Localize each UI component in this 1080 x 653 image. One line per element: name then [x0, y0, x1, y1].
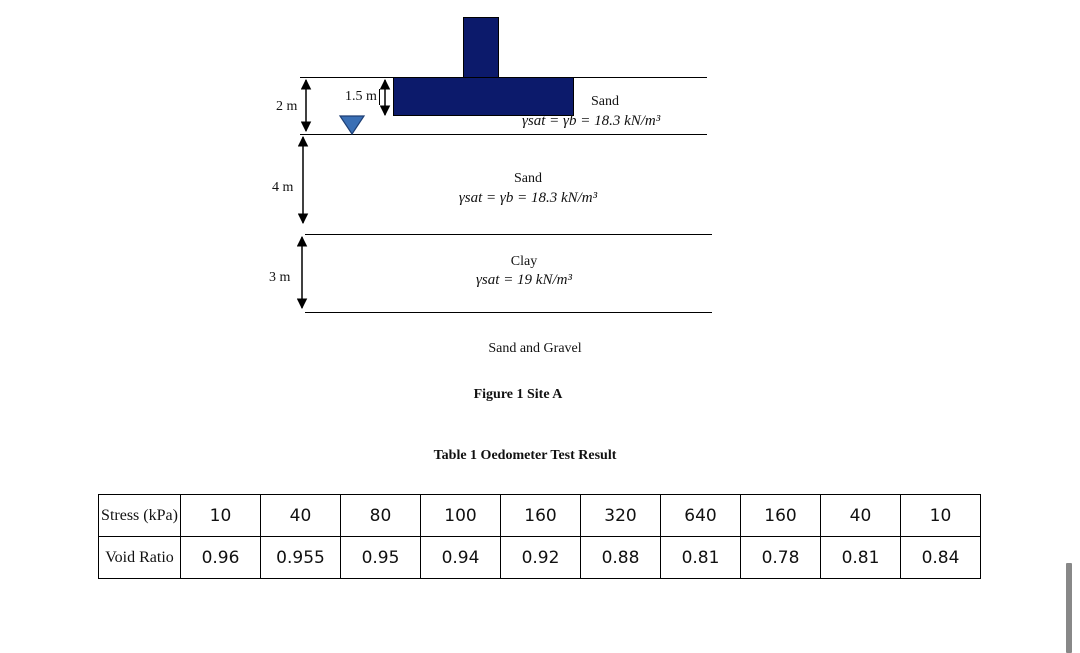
table-row — [99, 495, 981, 537]
table-caption: Table 1 Oedometer Test Result — [433, 448, 617, 463]
layer2-name: Sand — [514, 171, 542, 186]
table-cell: 10 — [901, 495, 981, 537]
table-cell: 0.92 — [501, 537, 581, 579]
table-row — [99, 537, 981, 579]
table-cell: 160 — [501, 495, 581, 537]
depth-label-4m: 4 m — [272, 180, 294, 195]
row-header: Stress (kPa) — [99, 495, 181, 537]
table-cell: 0.84 — [901, 537, 981, 579]
depth-label-1-5m: 1.5 m — [345, 89, 380, 105]
table-cell: 160 — [741, 495, 821, 537]
layer3-name: Clay — [510, 254, 538, 269]
base-layer-name: Sand and Gravel — [488, 341, 582, 356]
table-cell: 320 — [581, 495, 661, 537]
depth-label-3m: 3 m — [269, 270, 291, 285]
layer2-unit-weight: γsat = γb = 18.3 kN/m³ — [458, 190, 598, 206]
table-cell: 0.88 — [581, 537, 661, 579]
table-cell: 40 — [821, 495, 901, 537]
table-cell: 40 — [261, 495, 341, 537]
water-table-icon — [340, 116, 364, 134]
table-cell: 0.95 — [341, 537, 421, 579]
layer3-unit-weight: γsat = 19 kN/m³ — [476, 272, 572, 288]
table-cell: 0.96 — [181, 537, 261, 579]
table-cell: 0.81 — [661, 537, 741, 579]
table-cell: 0.955 — [261, 537, 341, 579]
depth-label-2m: 2 m — [276, 99, 298, 114]
table-cell: 0.81 — [821, 537, 901, 579]
table-cell: 0.78 — [741, 537, 821, 579]
figure-caption: Figure 1 Site A — [473, 387, 563, 402]
scrollbar[interactable] — [1066, 563, 1072, 653]
row-header: Void Ratio — [99, 537, 181, 579]
layer1-unit-weight: γsat = γb = 18.3 kN/m³ — [522, 113, 661, 129]
table-cell: 100 — [421, 495, 501, 537]
layer1-name: Sand — [591, 94, 619, 109]
table-cell: 10 — [181, 495, 261, 537]
oedometer-table — [98, 494, 981, 579]
table-cell: 0.94 — [421, 537, 501, 579]
table-cell: 640 — [661, 495, 741, 537]
table-cell: 80 — [341, 495, 421, 537]
